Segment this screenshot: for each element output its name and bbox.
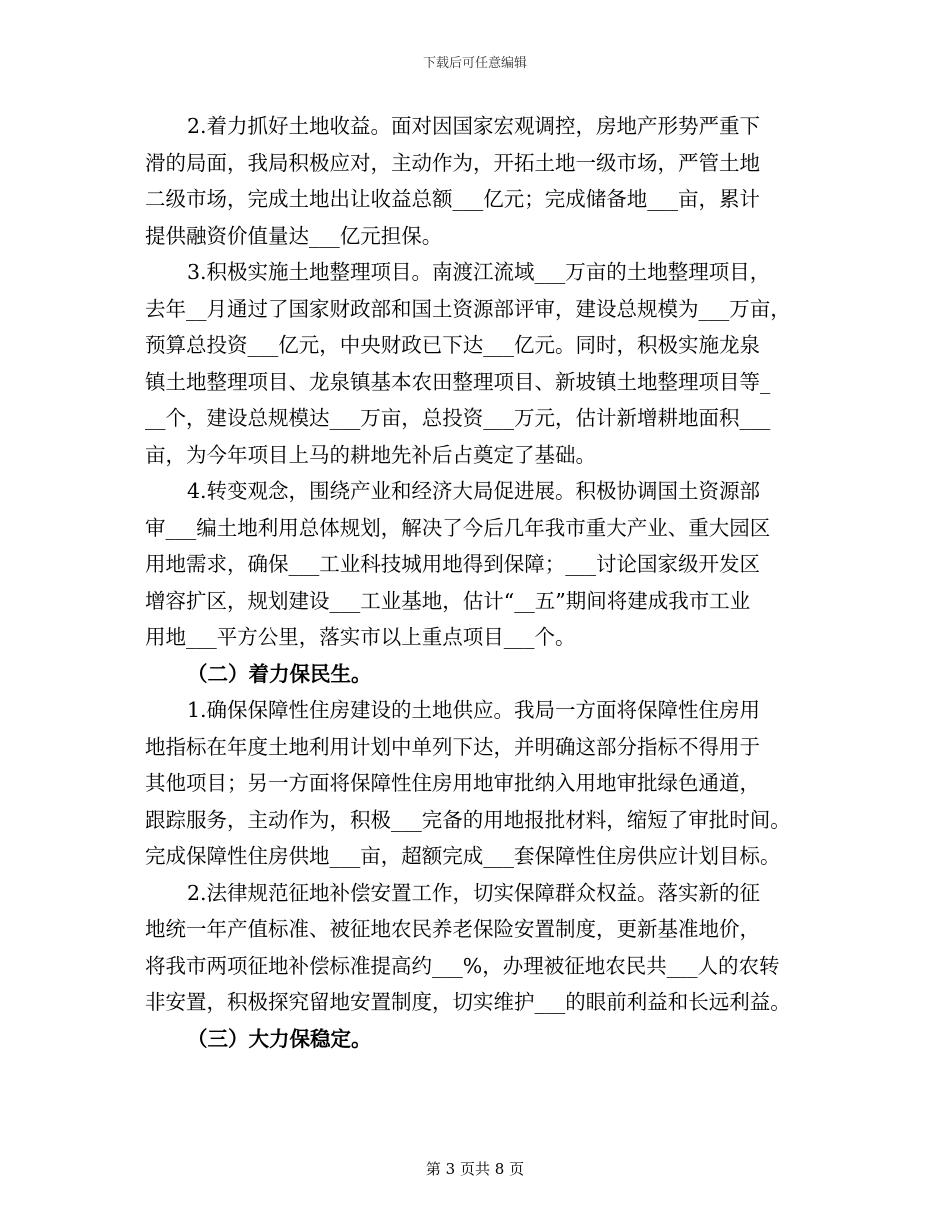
page-header: 下载后可任意编辑 <box>422 56 527 71</box>
section-heading-stability <box>145 1021 810 1058</box>
document-body <box>145 108 810 1057</box>
text-line: 提供融资价值量达___亿元担保。 <box>145 223 443 248</box>
page-footer: 第 3 页共 8 页 <box>425 1160 525 1178</box>
text-line: __个，建设总规模达___万亩，总投资___万元，估计新增耕地面积___ <box>145 406 771 430</box>
text-line: 非安置，积极探究留地安置制度，切实维护___的眼前利益和长远利益。 <box>145 990 791 1014</box>
paragraph-land-consolidation <box>145 254 810 473</box>
text-line: 将我市两项征地补偿标准提高约___%，办理被征地农民共___人的农转 <box>145 953 780 978</box>
text-line: 2.着力抓好土地收益。面对因国家宏观调控，房地产形势严重下 <box>187 114 761 138</box>
text-line: 预算总投资___亿元，中央财政已下达___亿元。同时，积极实施龙泉 <box>145 333 760 357</box>
text-line: 去年__月通过了国家财政部和国土资源部评审，建设总规模为___万亩， <box>145 296 791 321</box>
text-line: 2.法律规范征地补偿安置工作，切实保障群众权益。落实新的征 <box>187 880 761 905</box>
heading-text: （二）着力保民生。 <box>187 661 372 686</box>
text-line: 地统一年产值标准、被征地农民养老保险安置制度，更新基准地价， <box>145 917 760 941</box>
paragraph-land-revenue <box>145 108 810 254</box>
text-line: 二级市场，完成土地出让收益总额___亿元；完成储备地___亩，累计 <box>145 187 760 211</box>
paragraph-compensation <box>145 875 810 1021</box>
text-line: 审___编土地利用总体规划，解决了今后几年我市重大产业、重大园区 <box>145 515 771 540</box>
text-line: 完成保障性住房供地___亩，超额完成___套保障性住房供应计划目标。 <box>145 844 781 868</box>
text-line: 用地___平方公里，落实市以上重点项目___个。 <box>145 625 576 649</box>
section-heading-livelihood <box>145 656 810 693</box>
text-line: 用地需求，确保___工业科技城用地得到保障；___讨论国家级开发区 <box>145 552 760 576</box>
paragraph-housing-supply <box>145 692 810 875</box>
text-line: 增容扩区，规划建设___工业基地，估计“__五”期间将建成我市工业 <box>145 588 751 613</box>
paragraph-industry-development <box>145 473 810 656</box>
text-line: 1.确保保障性住房建设的土地供应。我局一方面将保障性住房用 <box>187 698 761 722</box>
text-line: 滑的局面，我局积极应对，主动作为，开拓土地一级市场，严管土地 <box>145 150 760 175</box>
text-line: 4.转变观念，围绕产业和经济大局促进展。积极协调国土资源部 <box>187 479 761 503</box>
heading-text: （三）大力保稳定。 <box>187 1026 372 1051</box>
text-line: 亩，为今年项目上马的耕地先补后占奠定了基础。 <box>145 442 596 467</box>
text-line: 跟踪服务，主动作为，积极___完备的用地报批材料，缩短了审批时间。 <box>145 807 791 832</box>
text-line: 镇土地整理项目、龙泉镇基本农田整理项目、新坡镇土地整理项目等_ <box>145 369 771 394</box>
text-line: 3.积极实施土地整理项目。南渡江流域___万亩的土地整理项目， <box>187 260 771 284</box>
text-line: 其他项目；另一方面将保障性住房用地审批纳入用地审批绿色通道， <box>145 771 760 795</box>
text-line: 地指标在年度土地利用计划中单列下达，并明确这部分指标不得用于 <box>145 734 760 759</box>
